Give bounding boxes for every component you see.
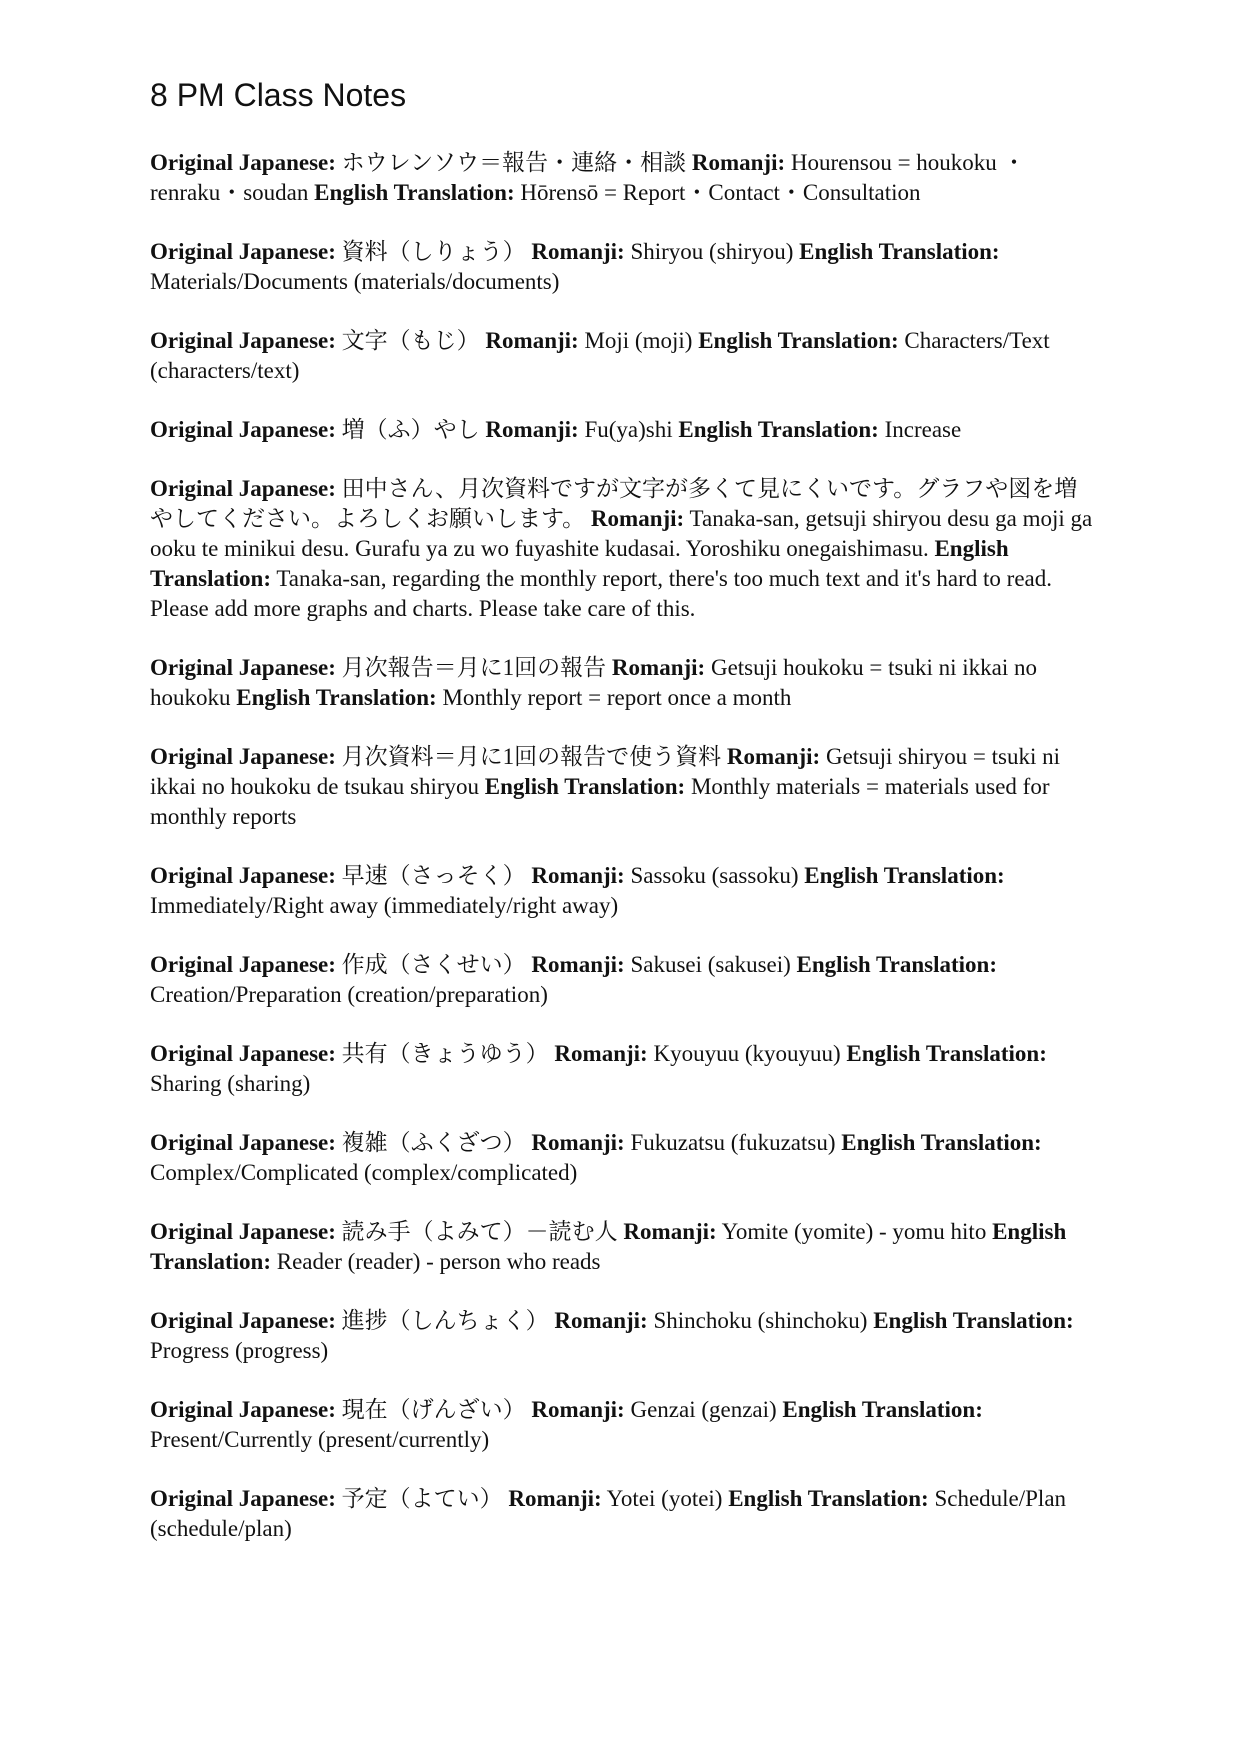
romanji-text: Getsuji houkoku = tsuki ni ikkai no houkoku bbox=[150, 655, 1037, 711]
note-entry bbox=[150, 237, 1095, 297]
note-entry bbox=[150, 415, 1095, 445]
romanji-label: Romanji: bbox=[531, 239, 625, 265]
japanese-text: 複雑（ふくざつ） bbox=[341, 1130, 526, 1156]
japanese-label: Original Japanese: bbox=[150, 863, 336, 889]
english-label: English Translation: bbox=[796, 952, 997, 978]
japanese-label: Original Japanese: bbox=[150, 239, 336, 265]
english-label: English Translation: bbox=[678, 417, 879, 443]
note-entry bbox=[150, 148, 1095, 208]
note-entry bbox=[150, 653, 1095, 713]
japanese-label: Original Japanese: bbox=[150, 952, 336, 978]
romanji-label: Romanji: bbox=[508, 1486, 602, 1512]
page-title: 8 PM Class Notes bbox=[150, 77, 407, 113]
english-label: English Translation: bbox=[728, 1486, 929, 1512]
english-label: English Translation: bbox=[150, 536, 1009, 592]
romanji-label: Romanji: bbox=[554, 1308, 648, 1334]
romanji-label: Romanji: bbox=[531, 952, 625, 978]
japanese-label: Original Japanese: bbox=[150, 1130, 336, 1156]
japanese-text: 増（ふ）やし bbox=[341, 417, 480, 443]
romanji-label: Romanji: bbox=[691, 150, 786, 176]
note-entry bbox=[150, 1039, 1095, 1099]
english-text: Creation/Preparation (creation/preparation) bbox=[150, 982, 548, 1008]
japanese-label: Original Japanese: bbox=[150, 328, 336, 354]
note-entry bbox=[150, 474, 1095, 624]
romanji-label: Romanji: bbox=[611, 655, 706, 681]
romanji-text: Tanaka-san, getsuji shiryou desu ga moji ga ooku te minikui desu. Gurafu ya zu wo fuyashite kudasai. Yoroshiku onegaishimasu. bbox=[150, 506, 1093, 562]
english-label: English Translation: bbox=[150, 1219, 1067, 1275]
japanese-text: 現在（げんざい） bbox=[341, 1397, 526, 1423]
japanese-label: Original Japanese: bbox=[150, 417, 336, 443]
romanji-text: Genzai (genzai) bbox=[630, 1397, 777, 1423]
note-entry bbox=[150, 1395, 1095, 1455]
note-entry bbox=[150, 950, 1095, 1010]
romanji-text: Fukuzatsu (fukuzatsu) bbox=[630, 1130, 836, 1156]
japanese-text: 月次報告＝月に1回の報告 bbox=[341, 655, 607, 681]
japanese-text: 予定（よてい） bbox=[341, 1486, 503, 1512]
romanji-text: Fu(ya)shi bbox=[584, 417, 673, 443]
english-text: Increase bbox=[884, 417, 962, 443]
japanese-text: 文字（もじ） bbox=[341, 328, 480, 354]
romanji-text: Kyouyuu (kyouyuu) bbox=[653, 1041, 841, 1067]
english-label: English Translation: bbox=[782, 1397, 983, 1423]
note-entry bbox=[150, 861, 1095, 921]
japanese-text: 読み手（よみて）－読む人 bbox=[341, 1219, 618, 1245]
japanese-label: Original Japanese: bbox=[150, 1219, 336, 1245]
japanese-label: Original Japanese: bbox=[150, 744, 336, 770]
japanese-text: 田中さん、月次資料ですが文字が多くて見にくいです。グラフや図を増やしてください。よろしくお願いします。 bbox=[150, 476, 1078, 532]
english-text: Characters/Text (characters/text) bbox=[150, 328, 1050, 384]
english-text: Complex/Complicated (complex/complicated) bbox=[150, 1160, 578, 1186]
romanji-text: Shinchoku (shinchoku) bbox=[653, 1308, 868, 1334]
romanji-text: Shiryou (shiryou) bbox=[630, 239, 794, 265]
english-text: Monthly materials = materials used for monthly reports bbox=[150, 774, 1050, 830]
japanese-text: 進捗（しんちょく） bbox=[341, 1308, 549, 1334]
english-text: Monthly report = report once a month bbox=[442, 685, 792, 711]
romanji-label: Romanji: bbox=[623, 1219, 717, 1245]
japanese-label: Original Japanese: bbox=[150, 655, 336, 681]
english-label: English Translation: bbox=[846, 1041, 1047, 1067]
note-entry bbox=[150, 1128, 1095, 1188]
japanese-text: 月次資料＝月に1回の報告で使う資料 bbox=[341, 744, 722, 770]
note-entry bbox=[150, 1484, 1095, 1544]
english-text: Hōrensō = Report・Contact・Consultation bbox=[520, 180, 921, 206]
note-entry bbox=[150, 742, 1095, 832]
romanji-label: Romanji: bbox=[590, 506, 685, 532]
english-text: Sharing (sharing) bbox=[150, 1071, 311, 1097]
english-text: Schedule/Plan (schedule/plan) bbox=[150, 1486, 1067, 1542]
note-entry bbox=[150, 1306, 1095, 1366]
romanji-label: Romanji: bbox=[726, 744, 821, 770]
romanji-text: Sassoku (sassoku) bbox=[630, 863, 799, 889]
romanji-label: Romanji: bbox=[531, 1397, 625, 1423]
japanese-label: Original Japanese: bbox=[150, 150, 336, 176]
japanese-text: 資料（しりょう） bbox=[341, 239, 526, 265]
japanese-label: Original Japanese: bbox=[150, 1397, 336, 1423]
japanese-label: Original Japanese: bbox=[150, 1041, 336, 1067]
romanji-text: Moji (moji) bbox=[584, 328, 693, 354]
english-label: English Translation: bbox=[236, 685, 437, 711]
english-text: Immediately/Right away (immediately/right away) bbox=[150, 893, 619, 919]
english-text: Materials/Documents (materials/documents) bbox=[150, 269, 560, 295]
japanese-label: Original Japanese: bbox=[150, 1308, 336, 1334]
english-label: English Translation: bbox=[873, 1308, 1074, 1334]
english-label: English Translation: bbox=[804, 863, 1005, 889]
english-text: Tanaka-san, regarding the monthly report, there's too much text and it's hard to read. Please add more graphs and charts. Please take care of this. bbox=[150, 566, 1052, 622]
entries-list bbox=[150, 148, 1095, 1544]
japanese-text: 作成（さくせい） bbox=[341, 952, 526, 978]
japanese-text: ホウレンソウ＝報告・連絡・相談 bbox=[341, 150, 687, 176]
romanji-text: Yotei (yotei) bbox=[606, 1486, 723, 1512]
note-entry bbox=[150, 326, 1095, 386]
english-text: Progress (progress) bbox=[150, 1338, 329, 1364]
document-page bbox=[150, 76, 1095, 1573]
english-label: English Translation: bbox=[698, 328, 899, 354]
japanese-label: Original Japanese: bbox=[150, 1486, 336, 1512]
english-label: English Translation: bbox=[484, 774, 686, 800]
romanji-text: Sakusei (sakusei) bbox=[630, 952, 791, 978]
romanji-label: Romanji: bbox=[531, 1130, 625, 1156]
romanji-label: Romanji: bbox=[485, 417, 579, 443]
english-label: English Translation: bbox=[314, 180, 515, 206]
romanji-label: Romanji: bbox=[554, 1041, 648, 1067]
romanji-text: Getsuji shiryou = tsuki ni ikkai no houkoku de tsukau shiryou bbox=[150, 744, 1060, 800]
romanji-label: Romanji: bbox=[485, 328, 579, 354]
romanji-text: Yomite (yomite) - yomu hito bbox=[721, 1219, 987, 1245]
english-label: English Translation: bbox=[841, 1130, 1042, 1156]
japanese-label: Original Japanese: bbox=[150, 476, 336, 502]
english-text: Reader (reader) - person who reads bbox=[276, 1249, 601, 1275]
japanese-text: 早速（さっそく） bbox=[341, 863, 526, 889]
note-entry bbox=[150, 1217, 1095, 1277]
romanji-label: Romanji: bbox=[531, 863, 625, 889]
japanese-text: 共有（きょうゆう） bbox=[341, 1041, 549, 1067]
romanji-text: Hourensou = houkoku ・renraku・soudan bbox=[150, 150, 1026, 206]
english-label: English Translation: bbox=[799, 239, 1000, 265]
english-text: Present/Currently (present/currently) bbox=[150, 1427, 490, 1453]
